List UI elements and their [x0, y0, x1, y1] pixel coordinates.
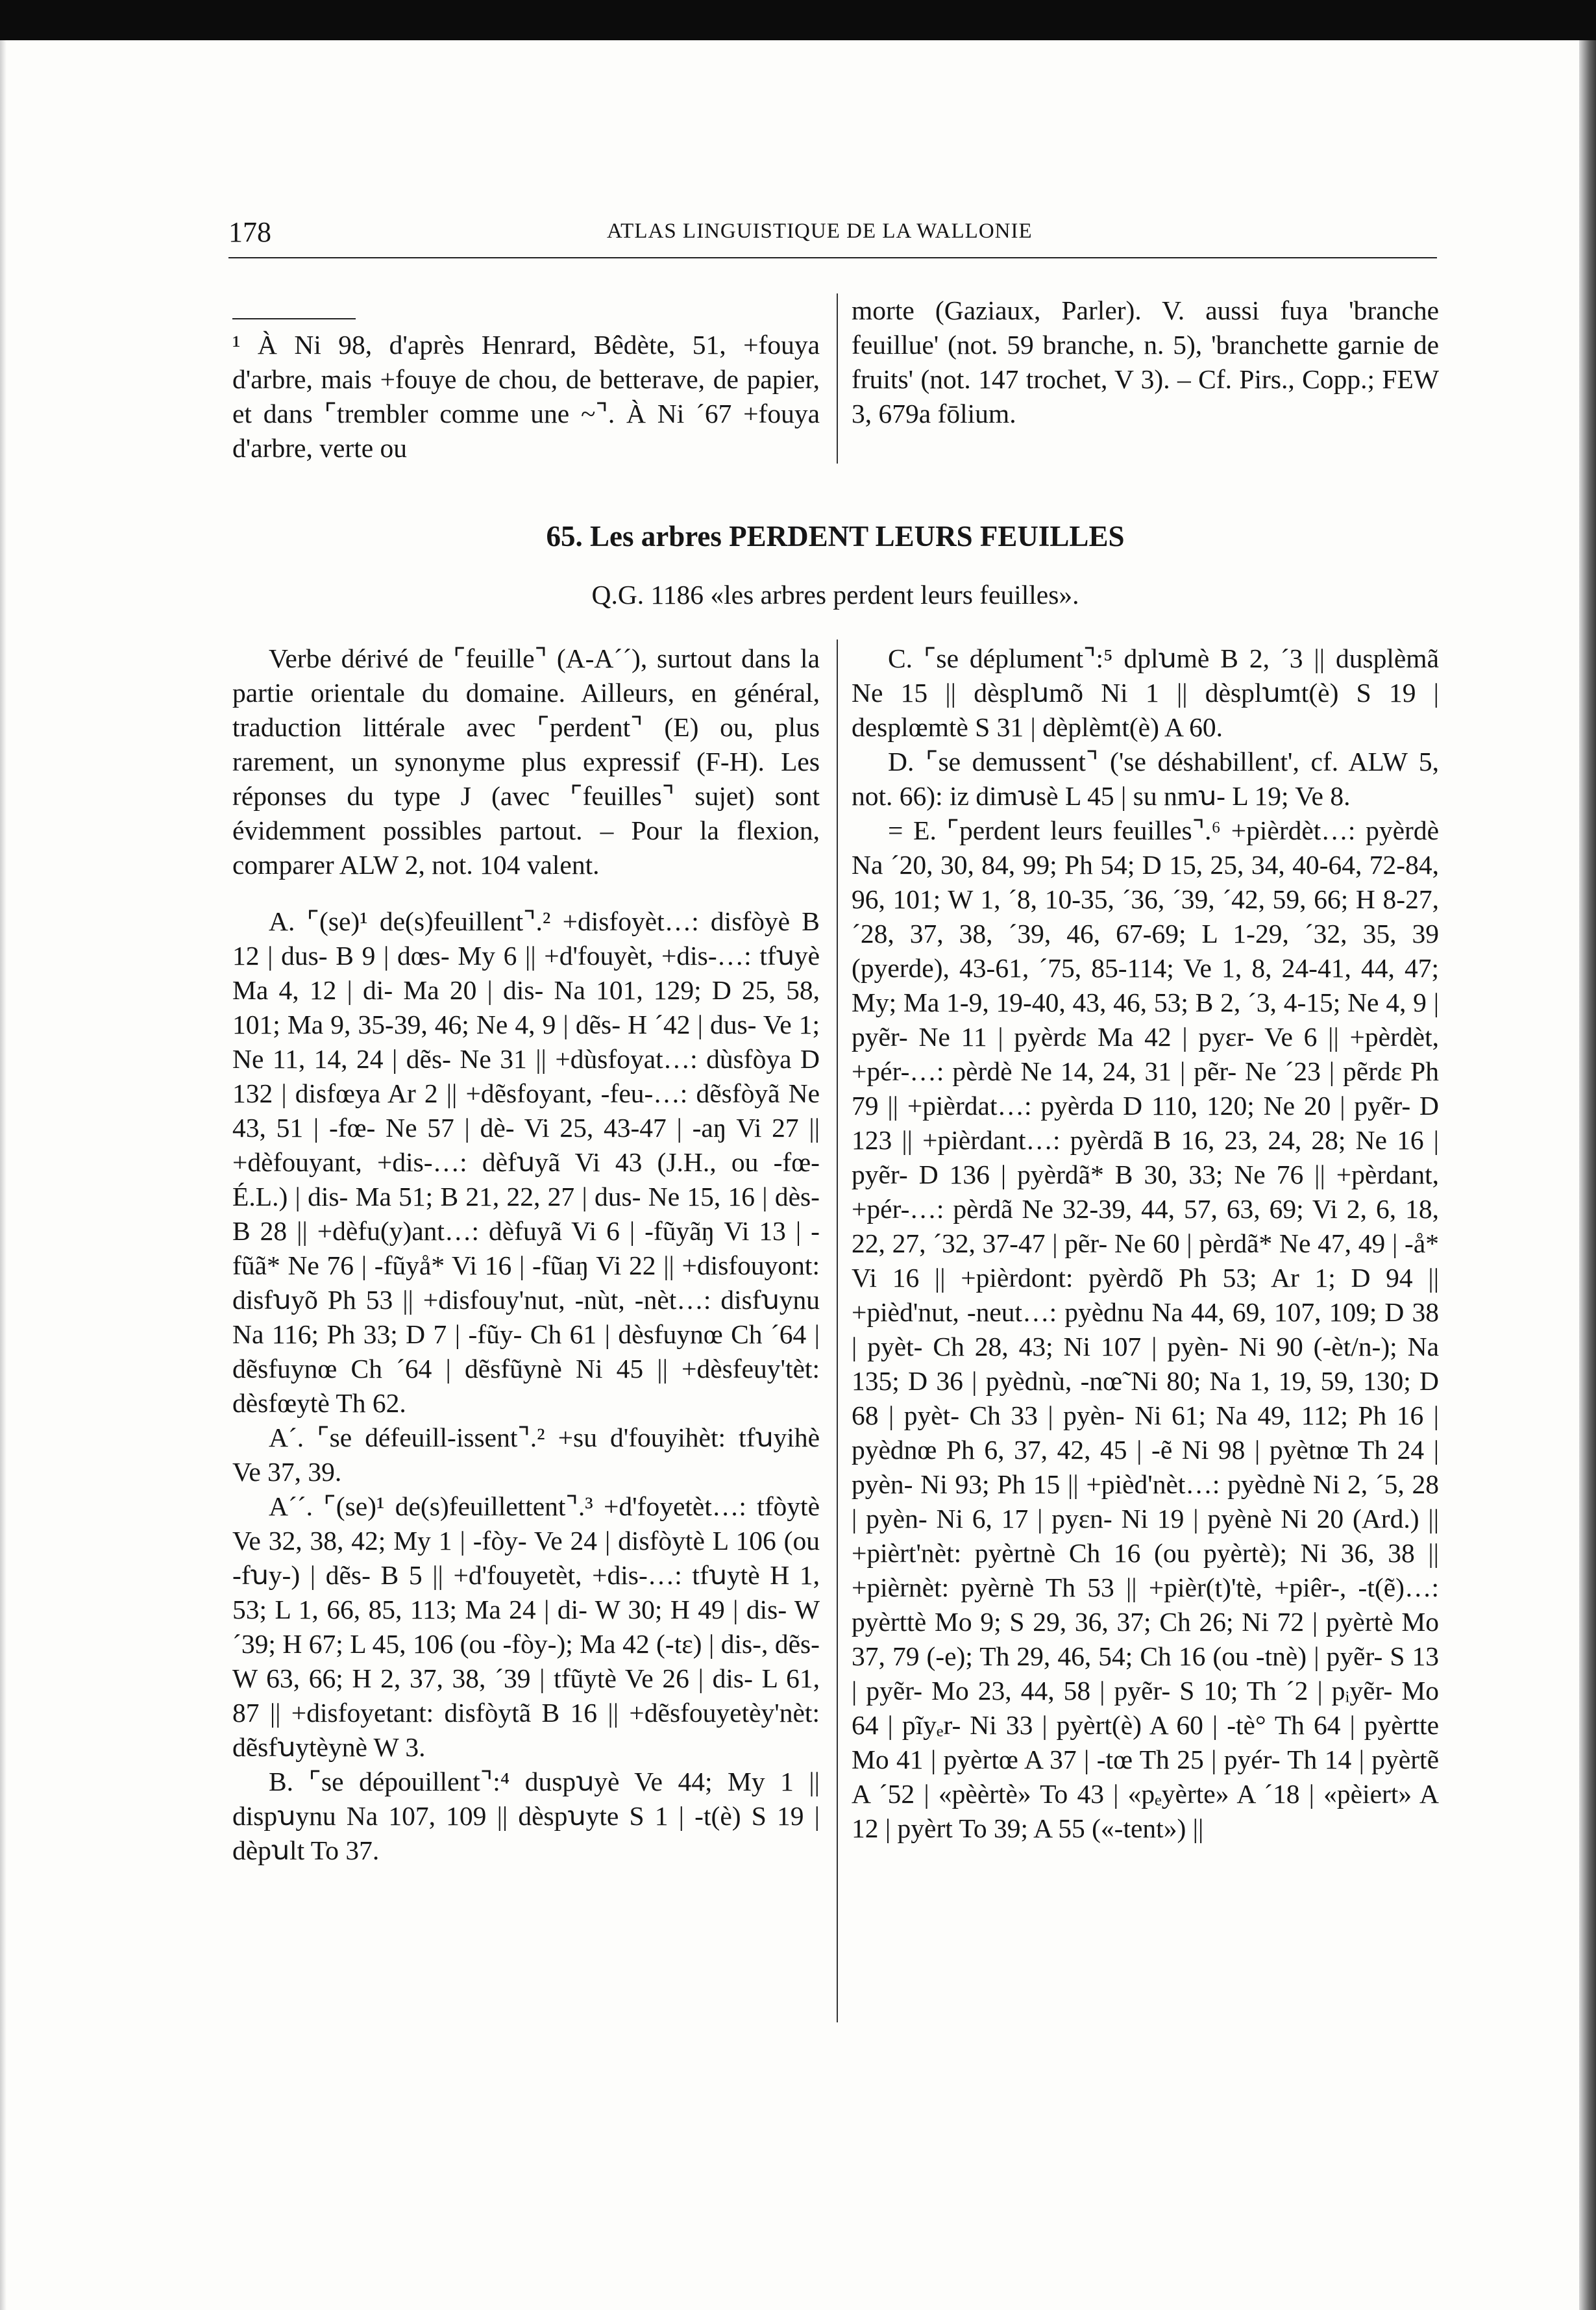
footnote-rule	[232, 318, 356, 319]
entry-e: = E. ⌜perdent leurs feuilles⌝.⁶ +pièrdèt…: pyèrdè Na ´20, 30, 84, 99; Ph 54; D 15, 25, 34, 40-64, 72-84, 96, 101; W 1, ´8, 10-35, ´36, ´39, ´42, 59, 66; H 8-27, ´28, 37, 38, ´39, 46, 67-69; L 1-29, ´32, 35, 39 (pyerde), 43-61, ´75, 85-114; Ve 1, 8, 24-41, 44, 47; My; Ma 1-9, 19-40, 43, 46, 53; B 2, ´3, 4-15; Ne 4, 9 | pyẽr- Ne 11 | pyèrdɛ Ma 42 | pyɛr- Ve 6 || +pèrdèt, +pér-…: pèrdè Ne 14, 24, 31 | pẽr- Ne ´23 | pẽrdɛ Ph 79 || +pièrdat…: pyèrda D 110, 120; Ne 20 | pyẽr- D 123 || +pièrdant…: pyèrdã B 16, 23, 24, 28; Ne 16 | pyẽr- D 136 | pyèrdã* B 30, 33; Ne 76 || +pèrdant, +pér-…: pèrdã Ne 32-39, 44, 57, 63, 69; Vi 2, 6, 18, 22, 27, ´32, 37-47 | pẽr- Ne 60 | pèrdã* Ne 47, 49 | -å* Vi 16 || +pièrdont: pyèrdõ Ph 53; Ar 1; D 94 || +pièd'nut, -neut…: pyèdnu Na 44, 69, 107, 109; D 38 | pyèt- Ch 28, 43; Ni 107 | pyèn- Ni 90 (-èt/n-); Na 135; D 36 | pyèdnù, -nœ̃ Ni 80; Na 1, 19, 59, 130; D 68 | pyèt- Ch 33 | pyèn- Ni 61; Na 49, 112; Ph 16 | pyèdnœ Ph 6, 37, 42, 45 | -ẽ Ni 98 | pyètnœ Th 24 | pyèn- Ni 93; Ph 15 || +pièd'nèt…: pyèdnè Ni 2, ´5, 28 | pyèn- Ni 6, 17 | pyɛn- Ni 19 | pyènè Ni 20 (Ard.) || +pièrt'nèt: pyèrtnè Ch 16 (ou pyèrtè); Ni 36, 38 || +pièrnèt: pyèrnè Th 53 || +pièr(t)'tè, +piêr-, -t(ẽ)…: pyèrttè Mo 9; S 29, 36, 37; Ch 26; Ni 72 | pyèrtè Mo 37, 79 (-e); Th 29, 46, 54; Ch 16 (ou -tnè) | pyẽr- S 13 | pyẽr- Mo 23, 44, 58 | pyẽr- S 10; Th ´2 | pᵢyẽr- Mo 64 | pĩyₑr- Ni 33 | pyèrt(è) A 60 | -tè° Th 64 | pyèrtte Mo 41 | pyèrtœ A 37 | -tœ Th 25 | pyér- Th 14 | pyèrtẽ A ´52 | «pèèrtè» To 43 | «pₑyèrte» A ´18 | «pèiert» A 12 | pyèrt To 39; A 55 («-tent») ||	[852, 815, 1439, 1843]
scan-top-border	[0, 0, 1596, 40]
entry-a-double-prime: A´´. ⌜(se)¹ de(s)feuillettent⌝.³ +d'foyetèt…: tfòytè Ve 32, 38, 42; My 1 | -fòy- Ve 24 | disfòytè L 106 (ou -fꭒy-) | dẽs- B 5 || +d'fouyetèt, +dis-…: tfꭒytè H 1, 53; L 1, 66, 85, 113; Ma 24 | di- W 30; H 49 | dis- W ´39; H 67; L 45, 106 (ou -fòy-); Ma 42 (-tɛ) | dis-, dẽs- W 63, 66; H 2, 37, 38, ´39 | tfũytè Ve 26 | dis- L 61, 87 || +disfoyetant: disfòytã B 16 || +dẽsfouyetèy'nèt: dẽsfꭒytèynè W 3.	[232, 1491, 820, 1762]
entry-a-prime: A´. ⌜se défeuill-issent⌝.² +su d'fouyihèt: tfꭒyihè Ve 37, 39.	[232, 1422, 820, 1487]
scan-right-edge	[1579, 40, 1596, 2310]
page-number: 178	[228, 216, 271, 248]
footnote-left	[232, 328, 820, 466]
footnote-right-text: morte (Gaziaux, Parler). V. aussi fuya 'branche feuillue' (not. 59 branche, n. 5), 'branchette garnie de fruits' (not. 147 trochet, V 3). – Cf. Pirs., Copp.; FEW 3, 679a fōlium.	[852, 295, 1439, 428]
intro-paragraph: Verbe dérivé de ⌜feuille⌝ (A-A´´), surtout dans la partie orientale du domaine. Ailleurs, en général, traduction littérale avec ⌜perdent⌝ (E) ou, plus rarement, un synonyme plus expressif (F-H). Les réponses du type J (avec ⌜feuilles⌝ sujet) sont évidemment possibles partout. – Pour la flexion, comparer ALW 2, not. 104 valent.	[232, 643, 820, 880]
section-title: 65. Les arbres PERDENT LEURS FEUILLES	[546, 520, 1125, 553]
scan-left-edge	[0, 40, 6, 2310]
footnote-left-text: ¹ À Ni 98, d'après Henrard, Bêdète, 51, +fouya d'arbre, mais +fouye de chou, de betterave, de papier, et dans ⌜trembler comme une ~⌝. À Ni ´67 +fouya d'arbre, verte ou	[232, 330, 820, 463]
paragraph-gap	[232, 882, 820, 904]
left-column	[232, 641, 820, 1868]
footnote-right	[852, 293, 1439, 431]
column-rule	[837, 640, 838, 2022]
running-head: ATLAS LINGUISTIQUE DE LA WALLONIE	[607, 219, 1033, 243]
entry-a: A. ⌜(se)¹ de(s)feuillent⌝.² +disfoyèt…: disfòyè B 12 | dus- B 9 | dœs- My 6 || +d'fouyèt, +dis-…: tfꭒyè Ma 4, 12 | di- Ma 20 | dis- Na 101, 129; D 25, 58, 101; Ma 9, 35-39, 46; Ne 4, 9 | dẽs- H ´42 | dus- Ve 1; Ne 11, 14, 24 | dẽs- Ne 31 || +dùsfoyat…: dùsfòya D 132 | disfœya Ar 2 || +dẽsfoyant, -feu-…: dẽsfòyã Ne 43, 51 | -fœ- Ne 57 | dè- Vi 25, 43-47 | -aŋ Vi 27 || +dèfouyant, +dis-…: dèfꭒyã Vi 43 (J.H., ou -fœ- É.L.) | dis- Ma 51; B 21, 22, 27 | dus- Ne 15, 16 | dès- B 28 || +dèfu(y)ant…: dèfuyã Vi 6 | -fũyãŋ Vi 13 | -fũã* Ne 76 | -fũyå* Vi 16 | -fũaŋ Vi 22 || +disfouyont: disfꭒyõ Ph 53 || +disfouy'nut, -nùt, -nèt…: disfꭒynu Na 116; Ph 33; D 7 | -fũy- Ch 61 | dèsfuynœ Ch ´64 | dẽsfuynœ Ch ´64 | dẽsfũynè Ni 45 || +dèsfeuy'tèt: dèsfœytè Th 62.	[232, 906, 820, 1418]
footnote-column-rule	[837, 293, 838, 464]
entry-d: D. ⌜se demussent⌝ ('se déshabillent', cf. ALW 5, not. 66): iz dimꭒsè L 45 | su nmꭒ- L 19; Ve 8.	[852, 747, 1439, 811]
section-question: Q.G. 1186 «les arbres perdent leurs feuilles».	[591, 580, 1079, 610]
header-rule	[228, 257, 1437, 258]
entry-c: C. ⌜se déplument⌝:⁵ dplꭒmè B 2, ´3 || dusplèmã Ne 15 || dèsplꭒmõ Ni 1 || dèsplꭒmt(è) S 19 | desplœmtè S 31 | dèplèmt(è) A 60.	[852, 643, 1439, 742]
right-column	[852, 641, 1439, 1846]
entry-b: B. ⌜se dépouillent⌝:⁴ duspꭒyè Ve 44; My 1 || dispꭒynu Na 107, 109 || dèspꭒyte S 1 | -t(è) S 19 | dèpꭒlt To 37.	[232, 1767, 820, 1865]
